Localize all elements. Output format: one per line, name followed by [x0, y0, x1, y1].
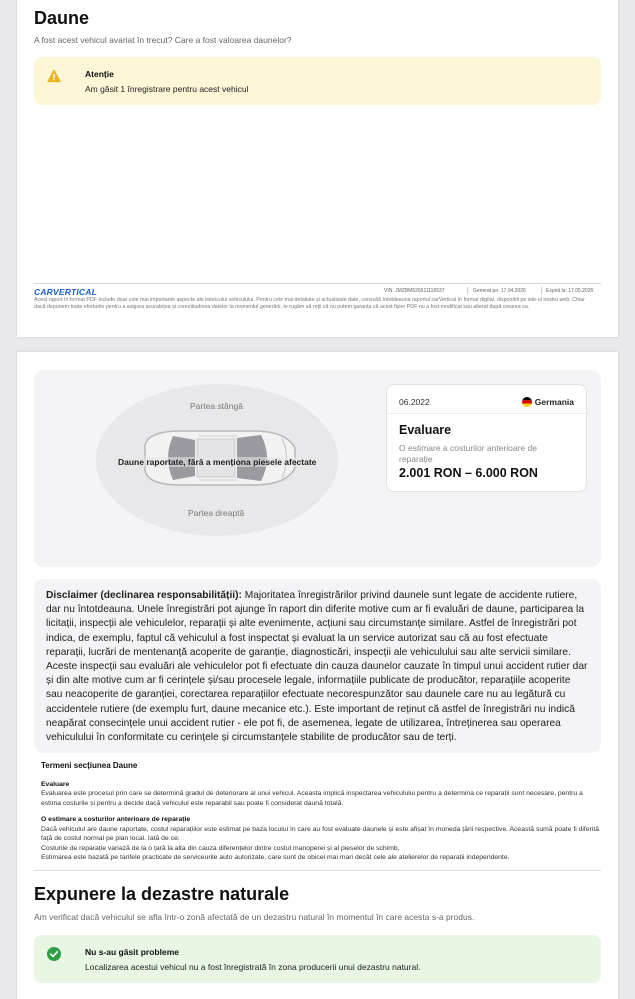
event-date: 06.2022	[399, 397, 430, 407]
section-divider	[34, 870, 601, 871]
brand-logo: CARVERTICAL	[34, 287, 97, 297]
estimate-range: 2.001 RON – 6.000 RON	[399, 466, 538, 480]
terms-section	[41, 761, 601, 863]
terms-title: Termeni secțiunea Daune	[41, 761, 138, 770]
term-estimate-text: Costurile de reparație variază de la o țară la alta din cauza diferențelor dintre costul manoperei și al pieselor de schimb.	[41, 844, 400, 852]
term-estimate-text: Dacă vehiculul are daune raportate, costul reparațiilor este estimat pe baza locului în care au fost evaluate daunele și este afișat în moneda țării respective. Această sumă poate fi diferită față de costul normal pe plan local. Iată de ce:	[41, 825, 600, 843]
generated-date: Generat pe: 17.04.2026	[473, 288, 526, 294]
event-country: Germania	[534, 397, 574, 407]
damage-event-card	[386, 384, 587, 492]
estimate-label: O estimare a costurilor anterioare de reparație	[399, 443, 537, 464]
term-estimate-text: Estimarea este bazată pe tarifele practicate de serviceurile auto autorizate, care sunt de obicei mai mari decât cele ale atelierelor de reparații independente.	[41, 854, 510, 862]
footer-note: Acest raport în format PDF include doar cele mai importante aspecte ale istoricului vehiculului. Pentru cele mai detaliate și actualizate date, consultă întotdeauna raportul carVertical în format digital, disponibil pe site-ul nostru web. Chiar dacă depunem toate eforturile pentru a asigura acuratețea și corectitudinea datelor la momentul generării, te rugăm să reții că nu putem garanta că acest fișier PDF nu a fost modificat sau alterat după crearea sa.	[34, 297, 585, 311]
damage-panel	[34, 370, 601, 567]
alert-text: Localizarea acestui vehicul nu a fost înregistrată în zona producerii unui dezastru natural.	[85, 962, 421, 972]
disaster-section-subtitle: Am verificat dacă vehiculul se afla într-o zonă afectată de un dezastru natural în momentul în care acesta s-a produs.	[34, 912, 475, 922]
report-page-damage-details	[17, 352, 618, 999]
meta-separator	[467, 287, 468, 294]
term-evaluation-title: Evaluare	[41, 781, 70, 788]
term-estimate-title: O estimare a costurilor anterioare de reparație	[41, 816, 191, 824]
alert-title: Nu s-au găsit probleme	[85, 947, 179, 957]
vin-text: VIN: JMZBM526611116537	[384, 288, 445, 294]
footer-divider	[34, 283, 601, 284]
event-type: Evaluare	[399, 423, 452, 437]
check-circle-icon	[47, 947, 61, 961]
expiry-date: Expiră la: 17.05.2026	[546, 288, 594, 294]
card-divider	[387, 413, 586, 414]
term-evaluation-text: Evaluarea este procesul prin care se determină gradul de deteriorare al unui vehicul. Aceasta implică inspectarea vehiculului pentru a determina ce reparații sunt necesare, pentru a estima costurile și pentru a decide dacă vehiculul este reparabil sau poate fi considerat daună totală.	[41, 790, 583, 807]
disclaimer-box	[34, 579, 601, 753]
germany-flag-icon	[522, 397, 532, 407]
section-subtitle: A fost acest vehicul avariat în trecut? Care a fost valoarea daunelor?	[34, 35, 292, 45]
warning-alert	[34, 57, 601, 105]
alert-text: Am găsit 1 înregistrare pentru acest vehicul	[85, 84, 249, 94]
right-side-label: Partea dreaptă	[188, 508, 245, 518]
disclaimer-text: Majoritatea înregistrărilor privind daunele sunt legate de accidente rutiere, dar nu întotdeauna. Unele înregistrări pot ajunge în raport din diferite motive cum ar fi evaluări de daune, participarea la licitații, inspecții ale vehiculelor, reparații și alte evenimente, acțiuni sau circumstanțe similare. Astfel de înregistrări pot indica, de exemplu, faptul că vehiculul a fost inspectat și evaluat la un service autorizat sau că au fost efectuate reparații, lucrări de mentenanță acoperite de garanție, diagnosticări, inspecții ale vehiculului sau alte servicii similare. Aceste inspecții sau evaluări ale vehiculelor pot fi efectuate din cauza daunelor cauzate în timpul unui accident rutier dar și din alte motive cum ar fi cerințele și/sau procesele legale, informațiile publicate de producător, reparațiile acoperite sau neacoperite de garanției, corectarea reparațiilor efectuate necorespunzător sau daunele care nu au legătură cu accidentele rutiere (de exemplu furt, daune mecanice etc.). Este important de reținut că astfel de înregistrări nu indică neapărat consecințele unui accident rutier - ele pot fi, de asemenea, legate de utilizarea, întreținerea sau operarea vehiculului în conformitate cu cerințele și circumstanțele stabilite de producător sau de terți.	[46, 590, 588, 744]
section-title: Daune	[34, 8, 90, 28]
report-page-damage	[17, 0, 618, 337]
meta-separator	[541, 287, 542, 294]
warning-icon	[47, 69, 61, 83]
disclaimer-title: Disclaimer (declinarea responsabilității):	[46, 590, 242, 601]
disaster-section-title: Expunere la dezastre naturale	[34, 884, 290, 904]
success-alert	[34, 935, 601, 983]
alert-title: Atenție	[85, 69, 114, 79]
left-side-label: Partea stângă	[190, 401, 243, 411]
damage-reported-label: Daune raportate, fără a menționa piesele afectate	[118, 457, 317, 467]
